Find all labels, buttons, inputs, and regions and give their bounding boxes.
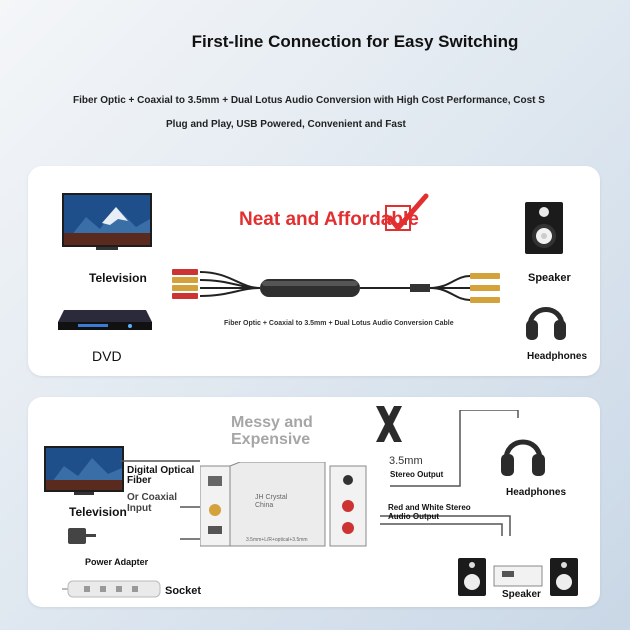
neat-affordable-headline: Neat and Affordable xyxy=(239,209,419,230)
speaker-label-bottom: Speaker xyxy=(502,589,541,600)
messy-expensive-headline xyxy=(231,414,313,448)
dvd-player-image xyxy=(58,308,152,332)
red-white-output-label xyxy=(388,503,471,521)
headphones-image-bottom xyxy=(500,428,546,478)
box-brand xyxy=(255,494,287,510)
socket-label: Socket xyxy=(165,585,202,597)
power-adapter-image xyxy=(66,524,96,548)
digital-optical-label xyxy=(127,466,194,486)
coaxial-label xyxy=(127,492,177,514)
stereo-output-label: Stereo Output xyxy=(390,470,444,479)
television-label-bottom: Television xyxy=(69,505,127,519)
digital-optical-line2: Fiber xyxy=(127,475,152,486)
headphones-label: Headphones xyxy=(527,351,588,362)
box-caption: 3.5mm+L/R+optical+3.5mm xyxy=(246,537,308,543)
rw-line2: Audio Output xyxy=(388,512,440,521)
headphones-label-bottom: Headphones xyxy=(506,487,567,498)
coaxial-line1: Or Coaxial xyxy=(127,492,178,503)
television-label: Television xyxy=(89,271,147,285)
speaker-image xyxy=(525,202,563,254)
television-image xyxy=(62,193,152,251)
box-brand-line2: China xyxy=(255,502,274,509)
page-title: First-line Connection for Easy Switching xyxy=(191,32,519,51)
cable-caption: Fiber Optic + Coaxial to 3.5mm + Dual Lotus Audio Conversion Cable xyxy=(224,320,454,327)
speaker-label: Speaker xyxy=(528,272,571,284)
conversion-cable-image xyxy=(170,262,520,314)
expensive-line: Expensive xyxy=(231,431,311,448)
headphones-image xyxy=(525,296,567,342)
coaxial-line2: Input xyxy=(127,503,152,514)
dvd-label: DVD xyxy=(92,348,122,364)
checkmark-icon xyxy=(384,192,430,236)
jack-size-label: 3.5mm xyxy=(389,455,423,467)
socket-image xyxy=(62,577,162,601)
box-brand-line1: JH Crystal xyxy=(255,494,288,501)
television-image-bottom xyxy=(44,446,124,496)
rw-line1: Red and White Stereo xyxy=(388,503,471,512)
page-subtitle: Fiber Optic + Coaxial to 3.5mm + Dual Lotus Audio Conversion with High Cost Performance, Cost S xyxy=(73,95,545,106)
power-adapter-label: Power Adapter xyxy=(85,557,149,567)
digital-optical-line1: Digital Optical xyxy=(127,465,195,476)
messy-line: Messy and xyxy=(231,414,313,431)
page-tagline: Plug and Play, USB Powered, Convenient and Fast xyxy=(166,119,406,130)
